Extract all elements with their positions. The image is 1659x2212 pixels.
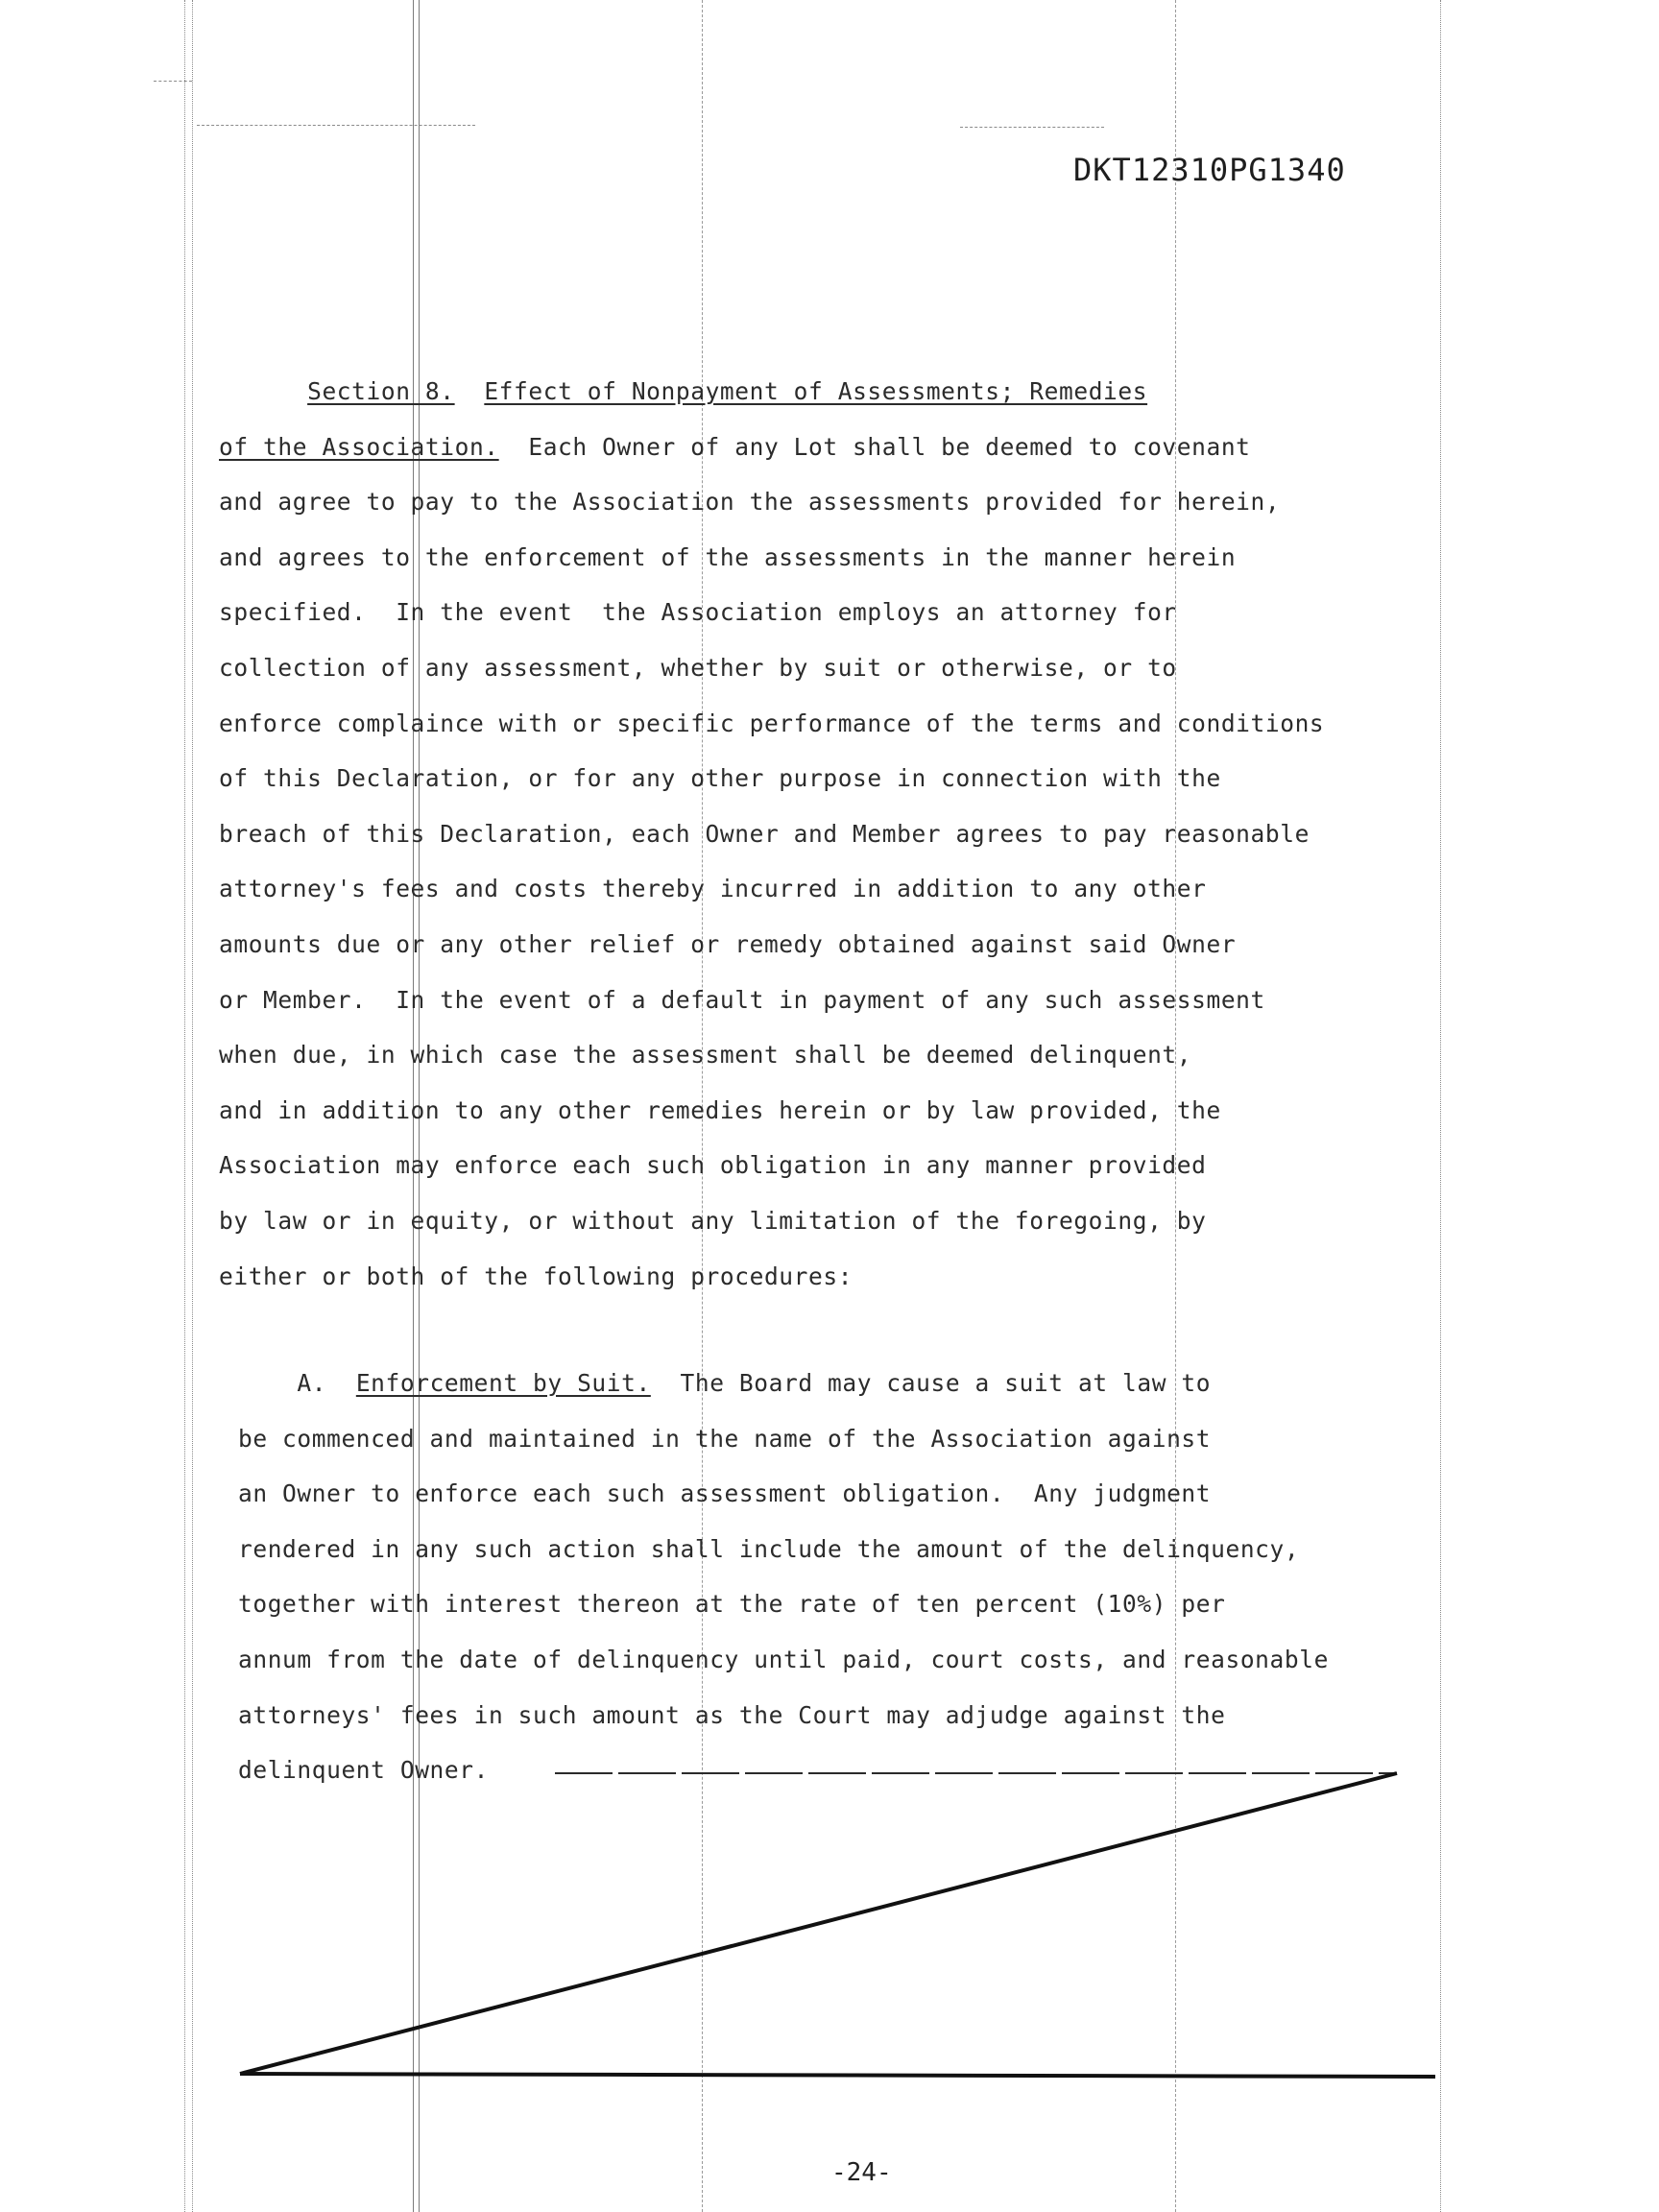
line-text: breach of this Declaration, each Owner and Member agrees to pay reasonable xyxy=(219,819,1310,848)
underlined-heading: of the Association. xyxy=(219,432,499,461)
line-text: A. xyxy=(238,1369,356,1397)
line-text: of this Declaration, or for any other purpose in connection with the xyxy=(219,764,1221,793)
line-text: and agree to pay to the Association the assessments provided for herein, xyxy=(219,488,1281,517)
line-text: Each Owner of any Lot shall be deemed to covenant xyxy=(498,432,1251,461)
line-text: and in addition to any other remedies herein or by law provided, the xyxy=(219,1095,1221,1124)
closing-diagonal-line xyxy=(240,1773,1397,2074)
line-text: The Board may cause a suit at law to xyxy=(650,1369,1212,1397)
line-text: be commenced and maintained in the name of the Association against xyxy=(238,1424,1212,1453)
line-text: amounts due or any other relief or remedy obtained against said Owner xyxy=(219,930,1237,958)
line-text: by law or in equity, or without any limitation of the foregoing, by xyxy=(219,1207,1207,1235)
line-text: enforce complaince with or specific performance of the terms and conditions xyxy=(219,709,1325,737)
line-text: when due, in which case the assessment shall be deemed delinquent, xyxy=(219,1041,1192,1070)
line-text: attorney's fees and costs thereby incurred in addition to any other xyxy=(219,875,1207,903)
docket-stamp: DKT12310PG1340 xyxy=(1073,152,1346,188)
line-text: and agrees to the enforcement of the assessments in the manner herein xyxy=(219,542,1237,571)
line-text: or Member. In the event of a default in payment of any such assessment xyxy=(219,985,1265,1014)
underlined-heading: Effect of Nonpayment of Assessments; Remedies xyxy=(484,377,1148,405)
underlined-heading: Enforcement by Suit. xyxy=(355,1369,651,1397)
closing-bottom-rule xyxy=(240,2074,1435,2077)
line-text: annum from the date of delinquency until paid, court costs, and reasonable xyxy=(238,1646,1329,1673)
line-text: either or both of the following procedures: xyxy=(219,1262,854,1290)
line-text: an Owner to enforce each such assessment obligation. Any judgment xyxy=(238,1479,1212,1508)
line-text: specified. In the event the Association employs an attorney for xyxy=(219,598,1177,627)
line-text: delinquent Owner. xyxy=(238,1756,489,1785)
page-number: -24- xyxy=(831,2158,892,2187)
underlined-heading: Section 8. xyxy=(307,377,455,405)
line-text: rendered in any such action shall include the amount of the delinquency, xyxy=(238,1534,1300,1563)
line-text: collection of any assessment, whether by suit or otherwise, or to xyxy=(219,654,1177,682)
line-text: attorneys' fees in such amount as the Court may adjudge against the xyxy=(238,1700,1226,1729)
line-text: together with interest thereon at the rate of ten percent (10%) per xyxy=(238,1590,1226,1619)
line-text: Association may enforce each such obligation in any manner provided xyxy=(219,1151,1207,1180)
